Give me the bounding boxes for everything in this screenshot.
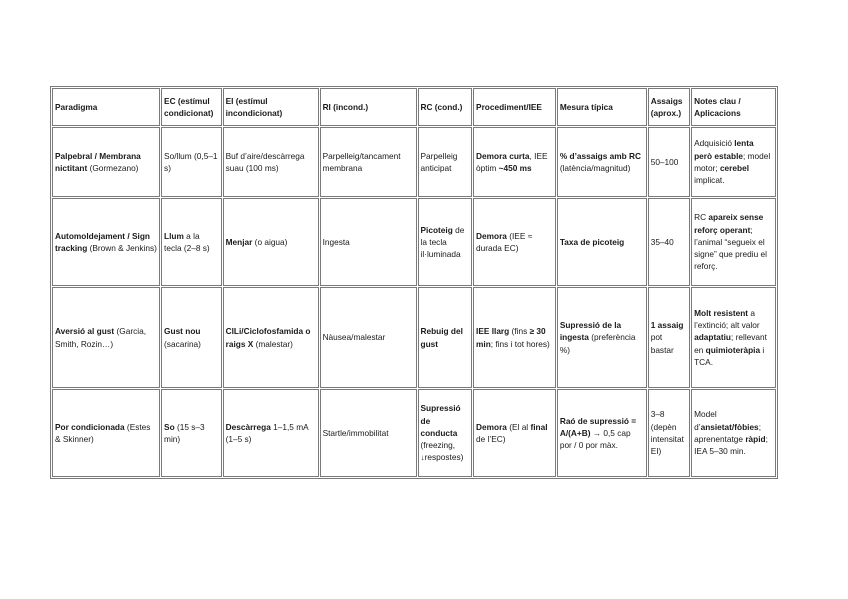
cell-notes: Molt resistent a l’extinció; alt valor adaptatiu; rellevant en quimioteràpia i TCA. <box>691 287 776 388</box>
cell-paradigm: Automoldejament / Sign tracking (Brown & Jenkins) <box>52 198 160 286</box>
header-row <box>52 88 776 126</box>
cell-notes: Model d’ansietat/fòbies; aprenentatge ràpid; IEA 5–30 min. <box>691 389 776 477</box>
table-row <box>52 198 776 286</box>
cell-notes: RC apareix sense reforç operant; l’animal “segueix el signe” que prediu el reforç. <box>691 198 776 286</box>
cell-ei: Buf d’aire/descàrrega suau (100 ms) <box>223 127 319 197</box>
cell-paradigm: Aversió al gust (Garcia, Smith, Rozin…) <box>52 287 160 388</box>
cell-paradigm: Palpebral / Membrana nictitant (Gormezano) <box>52 127 160 197</box>
table-row <box>52 389 776 477</box>
header-procediment: Procediment/IEE <box>473 88 556 126</box>
paradigm-table <box>50 86 778 479</box>
cell-ec: So/llum (0,5–1 s) <box>161 127 222 197</box>
header-ec: EC (estímul condicionat) <box>161 88 222 126</box>
cell-proc: IEE llarg (fins ≥ 30 min; fins i tot hores) <box>473 287 556 388</box>
header-notes: Notes clau / Aplicacions <box>691 88 776 126</box>
cell-assaigs: 35–40 <box>648 198 690 286</box>
cell-mesura: % d’assaigs amb RC (latència/magnitud) <box>557 127 647 197</box>
cell-mesura: Raó de supressió = A/(A+B) → 0,5 cap por / 0 por màx. <box>557 389 647 477</box>
cell-ri: Startle/immobilitat <box>320 389 417 477</box>
header-assaigs: Assaigs (aprox.) <box>648 88 690 126</box>
cell-assaigs: 1 assaig pot bastar <box>648 287 690 388</box>
cell-assaigs: 50–100 <box>648 127 690 197</box>
header-rc: RC (cond.) <box>418 88 473 126</box>
header-ei: EI (estímul incondicionat) <box>223 88 319 126</box>
cell-rc: Supressió de conducta (freezing, ↓respostes) <box>418 389 473 477</box>
cell-rc: Parpelleig anticipat <box>418 127 473 197</box>
header-paradigma: Paradigma <box>52 88 160 126</box>
cell-paradigm: Por condicionada (Estes & Skinner) <box>52 389 160 477</box>
header-mesura: Mesura típica <box>557 88 647 126</box>
cell-ei: ClLi/Ciclofosfamida o raigs X (malestar) <box>223 287 319 388</box>
cell-mesura: Supressió de la ingesta (preferència %) <box>557 287 647 388</box>
cell-ec: Gust nou (sacarina) <box>161 287 222 388</box>
cell-ri: Parpelleig/tancament membrana <box>320 127 417 197</box>
cell-ec: Llum a la tecla (2–8 s) <box>161 198 222 286</box>
table-row <box>52 287 776 388</box>
cell-proc: Demora curta, IEE òptim ~450 ms <box>473 127 556 197</box>
table-row <box>52 127 776 197</box>
cell-ei: Menjar (o aigua) <box>223 198 319 286</box>
cell-assaigs: 3–8 (depèn intensitat EI) <box>648 389 690 477</box>
cell-ri: Ingesta <box>320 198 417 286</box>
cell-rc: Picoteig de la tecla il·luminada <box>418 198 473 286</box>
cell-ec: So (15 s–3 min) <box>161 389 222 477</box>
cell-mesura: Taxa de picoteig <box>557 198 647 286</box>
cell-notes: Adquisició lenta però estable; model motor; cerebel implicat. <box>691 127 776 197</box>
cell-ri: Nàusea/malestar <box>320 287 417 388</box>
cell-proc: Demora (IEE ≈ durada EC) <box>473 198 556 286</box>
header-ri: RI (incond.) <box>320 88 417 126</box>
cell-proc: Demora (El al final de l’EC) <box>473 389 556 477</box>
cell-ei: Descàrrega 1–1,5 mA (1–5 s) <box>223 389 319 477</box>
cell-rc: Rebuig del gust <box>418 287 473 388</box>
